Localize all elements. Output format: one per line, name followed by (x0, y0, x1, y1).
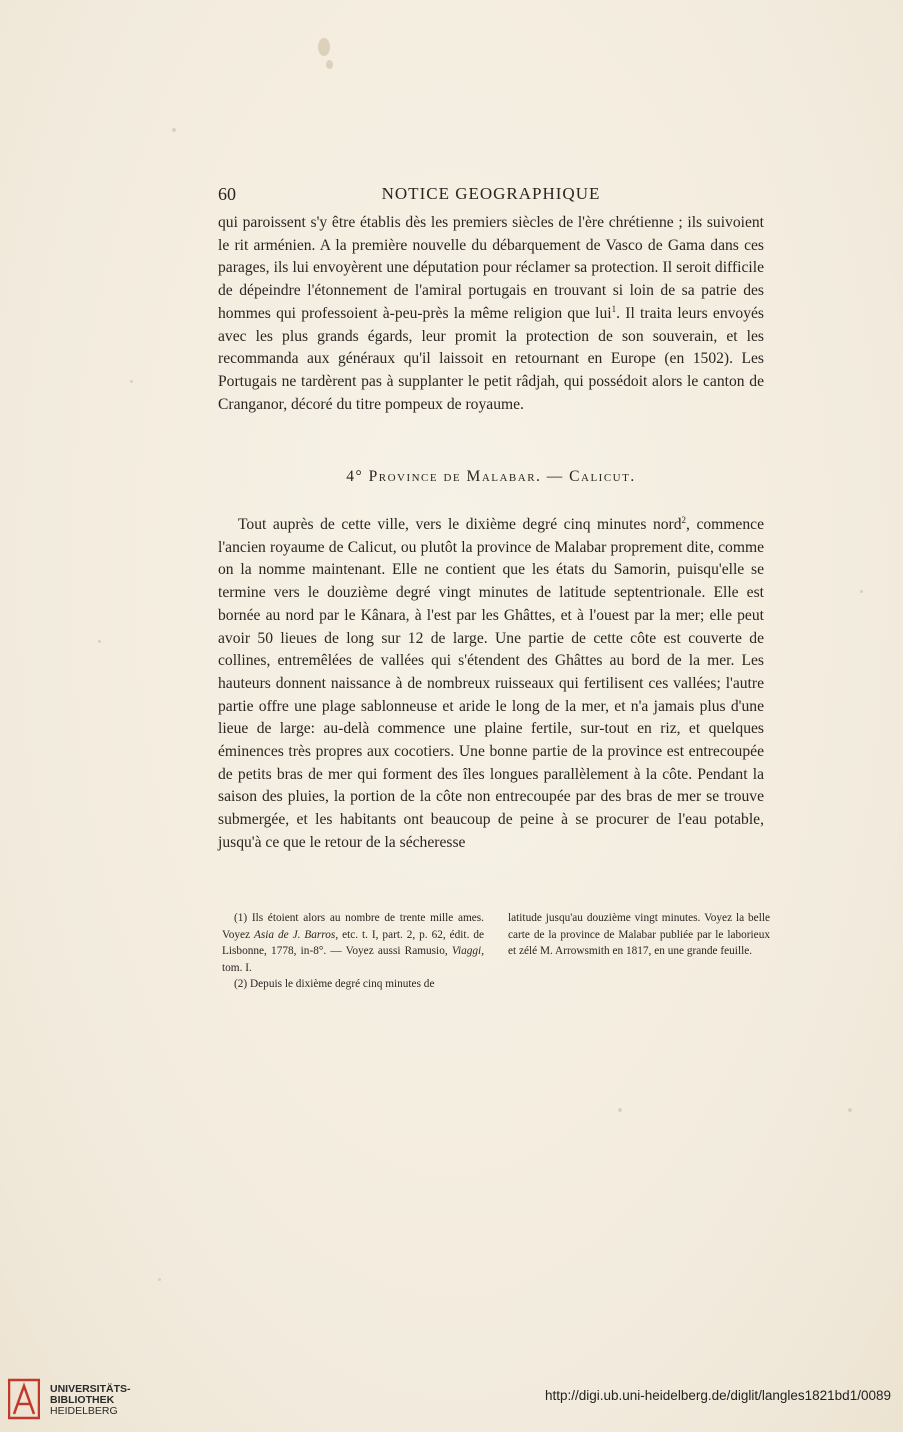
paper-stain (318, 38, 330, 56)
paper-stain (860, 590, 863, 593)
paragraph (218, 212, 764, 416)
footnote-citation: Viaggi (451, 945, 482, 958)
paragraph-text: . Il traita leurs envoyés avec les plus grands égards, leur promit la protection de son souverain, et les recommanda aux généraux qu'il laissoit en retournant en Europe (en 1502). Les Portugais ne tardèrent pas à supplanter le petit râdjah, qui possédoit alors le canton de Cranganor, décoré du titre pompeux de royaume. (218, 304, 764, 413)
paper-stain (848, 1108, 852, 1112)
library-logo-icon[interactable] (8, 1378, 40, 1420)
section-subtitle: Calicut. (569, 468, 636, 485)
paper-stain (326, 60, 333, 69)
library-name[interactable] (50, 1384, 131, 1417)
paper-stain (618, 1108, 622, 1112)
paragraph-text: , commence l'ancien royaume de Calicut, ou plutôt la province de Malabar proprement dite, comme on la nomme maintenant. Elle ne contient que les états du Samorin, puisqu'elle se termine vers le douzième degré vingt minutes de latitude septentrionale. Elle est bornée au nord par le Kânara, à l'est par les Ghâttes, et à l'ouest par la mer; elle peut avoir 50 lieues de long sur 12 de large. Une partie de cette côte est couverte de collines, entremêlées de vallées qui s'étendent des Ghâttes au bord de la mer. Les hauteurs donnent naissance à de nombreux ruisseaux qui fertilisent ces vallées; l'autre partie offre une plage sablonneuse et aride le long de la mer, et n'a jamais plus d'une lieue de large: au-delà commence une plaine fertile, sur-tout en riz, et quelques éminences très propres aux cocotiers. Une bonne partie de la province est entrecoupée de petits bras de mer qui forment des îles longues parallèlement à la côte. Pendant la saison des pluies, la portion de la côte non entrecoupée par des bras de mer se trouve submergée, et les habitants ont beaucoup de peine à se procurer de l'eau potable, jusqu'à ce que le retour de la sécheresse (218, 516, 764, 851)
paragraph-text: Tout auprès de cette ville, vers le dixième degré cinq minutes nord (238, 516, 682, 533)
page-number: 60 (218, 184, 236, 204)
footnote-citation: Asia de J. Barros (253, 928, 336, 941)
library-name-line: HEIDELBERG (50, 1405, 118, 1417)
paper-stain (130, 380, 133, 383)
library-name-line: BIBLIOTHEK (50, 1394, 115, 1406)
library-name-line: UNIVERSITÄTS- (50, 1383, 131, 1395)
footnote-text: , etc. t. I, part. 2, p. 62, édit. de Lisbonne, 1778, in-8°. — Voyez aussi Ramusio, (222, 928, 484, 958)
footnotes-right (508, 910, 770, 960)
paragraph (218, 514, 764, 855)
running-title: NOTICE GEOGRAPHIQUE (381, 184, 601, 203)
footnote-2-continued (508, 910, 770, 960)
footnote-text: , tom. I. (222, 945, 485, 974)
footnote-text: latitude jusqu'au douzième vingt minutes. Voyez la belle carte de la province de Malabar publiée par le laborieux et zélé M. Arrowsmith en 1817, en une grande feuille. (508, 912, 770, 958)
section-dash: — (546, 468, 564, 485)
section-number: 4° (346, 468, 364, 485)
paper-stain (158, 1278, 161, 1281)
paper-stain (98, 640, 101, 643)
paper-stain (172, 128, 176, 132)
page-header (218, 184, 764, 208)
footnote-2 (222, 976, 484, 993)
section-title: Province de Malabar. (368, 468, 542, 485)
section-heading (218, 468, 764, 486)
footnote-text: (2) Depuis le dixième degré cinq minutes de (234, 978, 435, 991)
paragraph-text: qui paroissent s'y être établis dès les premiers siècles de l'ère chrétienne ; ils suivoient le rit arménien. A la première nouvelle du débarquement de Vasco de Gama dans ces parages, ils lui envoyèrent une députation pour réclamer sa protection. Il seroit difficile de dépeindre l'étonnement de l'amiral portugais en trouvant si loin de sa patrie des hommes qui professoient à-peu-près la même religion que lui (218, 214, 764, 322)
footnote-marker[interactable]: 1 (611, 303, 617, 314)
footnote-1 (222, 910, 484, 976)
footnote-text: (1) Ils étoient alors au nombre de trente mille ames. Voyez (222, 912, 484, 941)
source-url-link[interactable]: http://digi.ub.uni-heidelberg.de/diglit/langles1821bd1/0089 (544, 1388, 891, 1403)
footnotes-left (222, 910, 484, 993)
footnote-marker[interactable]: 2 (681, 514, 687, 525)
